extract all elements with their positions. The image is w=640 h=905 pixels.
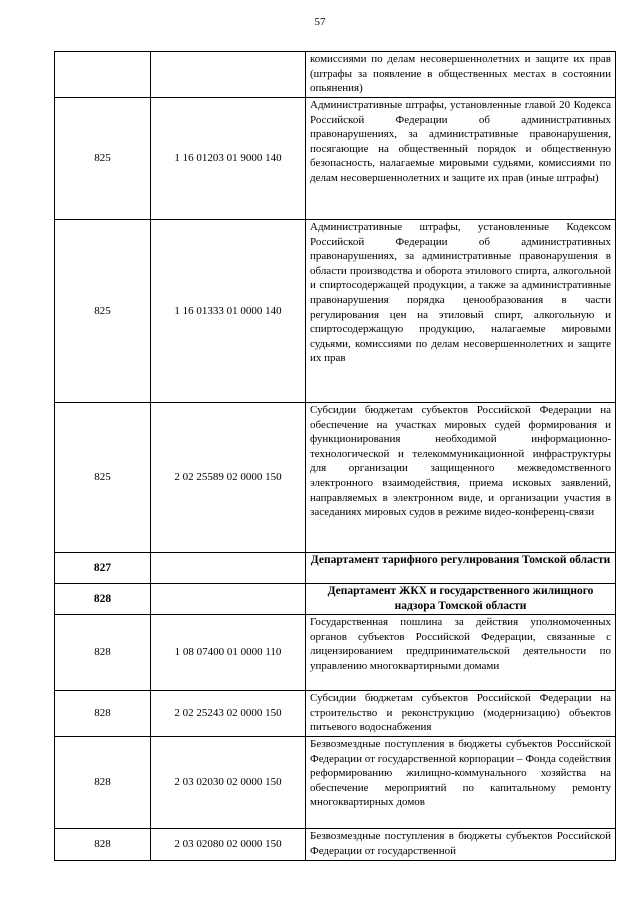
page-number: 57	[314, 16, 326, 28]
admin-code-cell: 825	[55, 98, 151, 220]
table-row	[55, 98, 616, 220]
kbk-cell	[151, 553, 306, 584]
revenue-codes-table	[54, 51, 616, 861]
description-cell: Безвозмездные поступления в бюджеты субъектов Российской Федерации от государственной	[306, 829, 616, 861]
kbk-cell: 1 08 07400 01 0000 110	[151, 615, 306, 691]
department-title-cell: Департамент ЖКХ и государственного жилищного надзора Томской области	[306, 584, 616, 615]
table-row	[55, 220, 616, 403]
table-row	[55, 52, 616, 98]
admin-code-cell	[55, 52, 151, 98]
department-row	[55, 553, 616, 584]
admin-code-cell: 828	[55, 691, 151, 737]
table-row	[55, 691, 616, 737]
table-row	[55, 615, 616, 691]
admin-code-cell: 827	[55, 553, 151, 584]
kbk-cell: 2 02 25589 02 0000 150	[151, 403, 306, 553]
admin-code-cell: 828	[55, 737, 151, 829]
admin-code-cell: 828	[55, 615, 151, 691]
kbk-cell	[151, 584, 306, 615]
kbk-cell: 2 03 02030 02 0000 150	[151, 737, 306, 829]
table-row	[55, 403, 616, 553]
table-row	[55, 829, 616, 861]
kbk-cell	[151, 52, 306, 98]
description-cell: Субсидии бюджетам субъектов Российской Федерации на строительство и реконструкцию (модернизацию) объектов питьевого водоснабжения	[306, 691, 616, 737]
kbk-cell: 2 03 02080 02 0000 150	[151, 829, 306, 861]
admin-code-cell: 828	[55, 584, 151, 615]
admin-code-cell: 825	[55, 403, 151, 553]
admin-code-cell: 828	[55, 829, 151, 861]
description-cell: Субсидии бюджетам субъектов Российской Федерации на обеспечение на участках мировых судей формирования и функционирования необходимой информационно-технологической и телекоммуникационной инфраструктуры для организации защищенного межведомственного электронного взаимодействия, приема исковых заявлений, направляемых в электронном виде, и организации участия в заседаниях мировых судов в режиме видео-конференц-связи	[306, 403, 616, 553]
department-row	[55, 584, 616, 615]
kbk-cell: 2 02 25243 02 0000 150	[151, 691, 306, 737]
description-cell: Безвозмездные поступления в бюджеты субъектов Российской Федерации от государственной корпорации – Фонда содействия реформированию жилищно-коммунального хозяйства на обеспечение мероприятий по капитальному ремонту многоквартирных домов	[306, 737, 616, 829]
admin-code-cell: 825	[55, 220, 151, 403]
description-cell: Административные штрафы, установленные главой 20 Кодекса Российской Федерации об административных правонарушениях, за административные правонарушения, посягающие на общественный порядок и общественную безопасность, налагаемые мировыми судьями, комиссиями по делам несовершеннолетних и защите их прав (иные штрафы)	[306, 98, 616, 220]
kbk-cell: 1 16 01333 01 0000 140	[151, 220, 306, 403]
kbk-cell: 1 16 01203 01 9000 140	[151, 98, 306, 220]
department-title-cell: Департамент тарифного регулирования Томской области	[306, 553, 616, 584]
table-row	[55, 737, 616, 829]
description-cell: комиссиями по делам несовершеннолетних и защите их прав (штрафы за появление в общественных местах в состоянии опьянения)	[306, 52, 616, 98]
description-cell: Государственная пошлина за действия уполномоченных органов субъектов Российской Федерации, связанные с лицензированием предпринимательской деятельности по управлению многоквартирными домами	[306, 615, 616, 691]
description-cell: Административные штрафы, установленные Кодексом Российской Федерации об административных правонарушениях, за административные правонарушения в области производства и оборота этилового спирта, алкогольной и спиртосодержащей продукции, а также за административные правонарушения порядка ценообразования в части регулирования цен на этиловый спирт, алкогольную и спиртосодержащую продукцию, налагаемые мировыми судьями, комиссиями по делам несовершеннолетних и защите их прав	[306, 220, 616, 403]
